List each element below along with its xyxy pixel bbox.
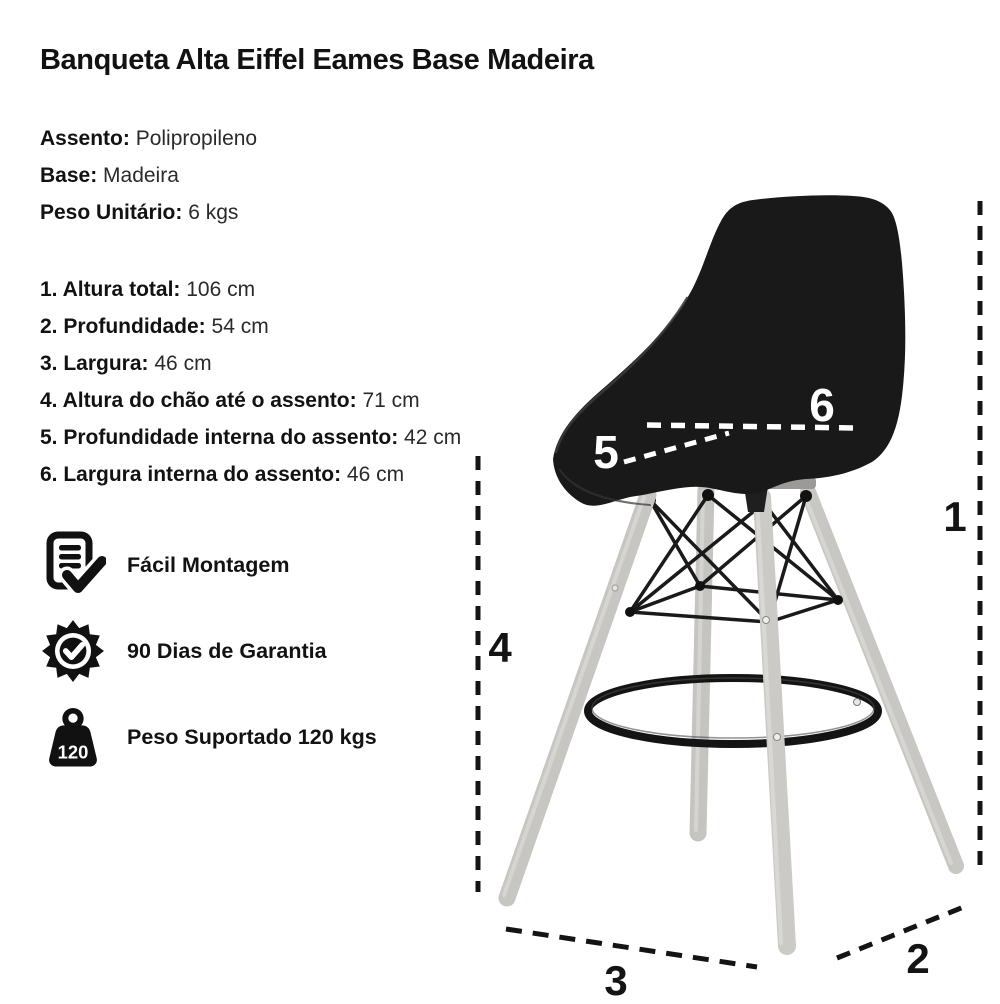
eiffel-wire-struts: [630, 495, 838, 622]
dimension-line-3: [506, 929, 757, 967]
dimension-label: 2. Profundidade:: [40, 315, 212, 338]
dimension-label: 1. Altura total:: [40, 278, 187, 301]
spec-label: Peso Unitário:: [40, 201, 189, 224]
dimension-value: 42 cm: [404, 426, 462, 449]
dimension-marker-4: 4: [488, 624, 512, 671]
spec-label: Base:: [40, 164, 104, 187]
dimension-marker-6: 6: [809, 379, 835, 431]
stool-leg-front-right: [762, 497, 787, 946]
stool-leg-front-left: [507, 495, 648, 898]
dimension-marker-1: 1: [943, 493, 967, 540]
stool-leg-back-right: [808, 492, 956, 866]
feature-label: 90 Dias de Garantia: [127, 638, 327, 663]
spec-label: Assento:: [40, 127, 136, 150]
page-title: Banqueta Alta Eiffel Eames Base Madeira: [40, 44, 594, 76]
dimension-value: 54 cm: [211, 315, 269, 338]
spec-value: 6 kgs: [188, 201, 239, 224]
dimension-label: 6. Largura interna do assento:: [40, 463, 347, 486]
dimension-marker-5: 5: [593, 426, 619, 478]
dimension-marker-3: 3: [604, 957, 628, 1004]
dimension-value: 106 cm: [186, 278, 256, 301]
weight-icon-number: 120: [57, 741, 89, 763]
dimension-label: 4. Altura do chão até o assento:: [40, 389, 363, 412]
dimension-value: 46 cm: [154, 352, 212, 375]
spec-value: Madeira: [103, 164, 179, 187]
dimension-marker-2: 2: [906, 935, 930, 982]
feature-label: Peso Suportado 120 kgs: [127, 724, 377, 749]
dimension-value: 46 cm: [346, 463, 405, 486]
dimension-value: 71 cm: [362, 389, 420, 412]
dimension-label: 5. Profundidade interna do assento:: [40, 426, 405, 449]
spec-value: Polipropileno: [135, 127, 258, 150]
feature-label: Fácil Montagem: [127, 552, 290, 577]
dimension-label: 3. Largura:: [40, 352, 155, 375]
dimension-line-2: [837, 906, 966, 958]
